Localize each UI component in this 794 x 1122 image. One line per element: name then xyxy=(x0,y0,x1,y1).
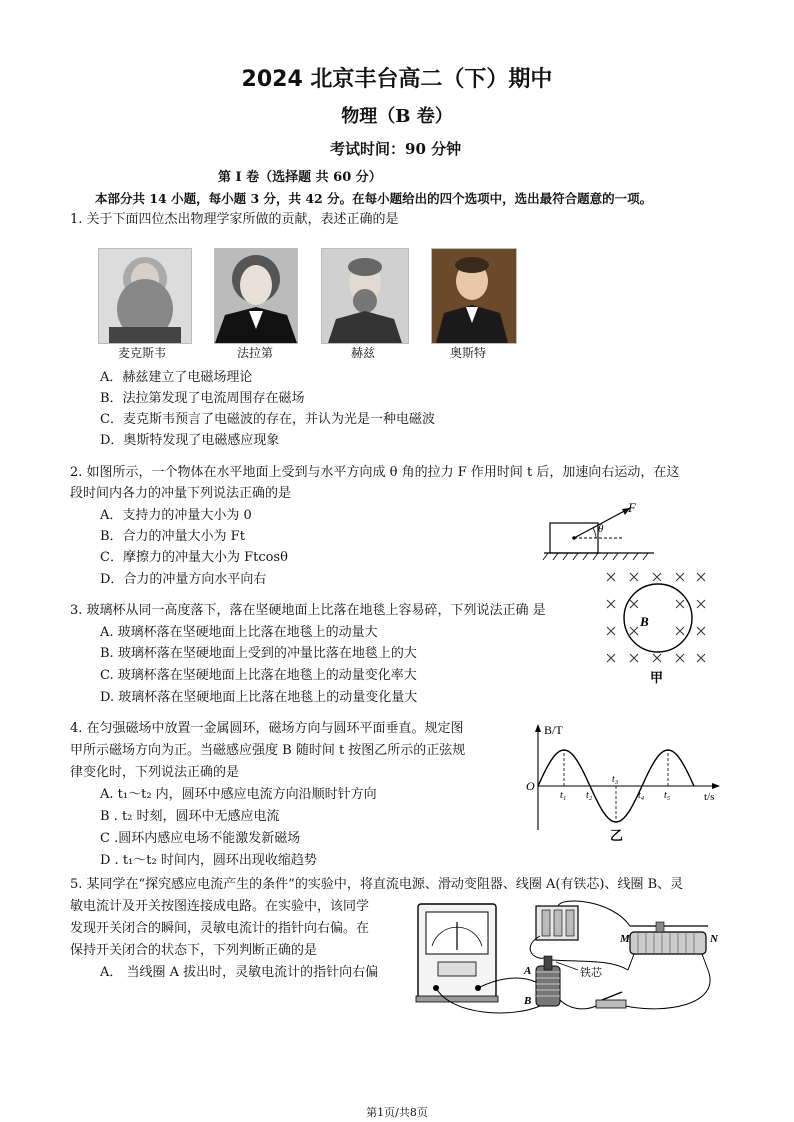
q3-option-d: D. 玻璃杯落在坚硬地面上比落在地毯上的动量变化量大 xyxy=(100,690,418,705)
q5-coil-b-label: B xyxy=(524,995,532,1007)
q4-stem-line1: 4. 在匀强磁场中放置一金属圆环，磁场方向与圆环平面垂直。规定图 xyxy=(70,721,464,736)
q4-stem-line3: 律变化时，下列说法正确的是 xyxy=(70,765,240,780)
q2-stem-line1: 2. 如图所示，一个物体在水平地面上受到与水平方向成 θ 角的拉力 F 作用时间 t 后，加速向右运动，在这 xyxy=(70,465,680,480)
q4-tick-t4: t₄ xyxy=(638,790,645,801)
q4-option-a: A. t₁～t₂ 内，圆环中感应电流方向沿顺时针方向 xyxy=(100,787,377,802)
q3-option-b: B. 玻璃杯落在坚硬地面上受到的冲量比落在地毯上的大 xyxy=(100,646,417,661)
q5-label-n: N xyxy=(710,933,718,945)
q5-label-m: M xyxy=(620,933,630,945)
q5-circuit-diagram xyxy=(412,896,732,1026)
q3-option-c: C. 玻璃杯落在坚硬地面上比落在地毯上的动量变化率大 xyxy=(100,668,417,683)
q2-option-d: D．合力的冲量方向水平向右 xyxy=(100,572,267,587)
q5-stem-line1: 5. 某同学在“探究感应电流产生的条件”的实验中，将直流电源、滑动变阻器、线圈 A(有铁芯)、线圈 B、灵 xyxy=(70,877,684,892)
q1-option-c: C．麦克斯韦预言了电磁波的存在，并认为光是一种电磁波 xyxy=(100,412,435,427)
q4-tick-t1: t₁ xyxy=(560,790,567,801)
q5-option-a: A． 当线圈 A 拔出时，灵敏电流计的指针向右偏 xyxy=(100,965,379,980)
portrait-oersted xyxy=(431,248,517,344)
subject-title: 物理（B 卷） xyxy=(341,106,453,127)
q4-option-b: B . t₂ 时刻，圆环中无感应电流 xyxy=(100,809,280,824)
q5-stem-line4: 保持开关闭合的状态下，下列判断正确的是 xyxy=(70,943,318,958)
exam-title: 2024 北京丰台高二（下）期中 xyxy=(241,67,553,92)
portrait-caption-1: 麦克斯韦 xyxy=(118,346,167,360)
exam-duration: 考试时间：90 分钟 xyxy=(330,140,462,158)
q4-tick-t3: t₃ xyxy=(612,774,619,785)
q5-coil-a-label: A xyxy=(524,965,532,977)
q3-field-label: B xyxy=(640,614,649,629)
portrait-caption-2: 法拉第 xyxy=(237,346,274,360)
portrait-hertz xyxy=(321,248,409,344)
q5-iron-core-label: 铁芯 xyxy=(580,967,602,979)
q4-x-axis-label: t/s xyxy=(704,791,715,803)
q4-y-axis-label: B/T xyxy=(544,723,563,737)
q4-option-d: D . t₁～t₂ 时间内，圆环出现收缩趋势 xyxy=(100,853,317,868)
portrait-maxwell xyxy=(98,248,192,344)
q2-stem-line2: 段时间内各力的冲量下列说法正确的是 xyxy=(70,486,292,501)
q5-stem-line3: 发现开关闭合的瞬间，灵敏电流计的指针向右偏。在 xyxy=(70,921,370,936)
q2-option-b: B．合力的冲量大小为 Ft xyxy=(100,529,245,544)
q2-force-label: F xyxy=(628,500,636,515)
q2-angle-label: θ xyxy=(598,523,604,535)
q4-b-t-graph xyxy=(518,722,724,848)
q4-figure-caption: 乙 xyxy=(610,828,624,843)
q4-stem-line2: 甲所示磁场方向为正。当磁感应强度 B 随时间 t 按图乙所示的正弦规 xyxy=(70,743,466,758)
q3-magnetic-field-diagram xyxy=(602,568,712,686)
q2-force-diagram xyxy=(540,498,660,562)
q4-tick-t5: t₅ xyxy=(664,790,671,801)
q1-option-b: B．法拉第发现了电流周围存在磁场 xyxy=(100,391,305,406)
q2-option-c: C．摩擦力的冲量大小为 Ftcosθ xyxy=(100,550,288,565)
q4-tick-t2: t₂ xyxy=(586,790,593,801)
instruction-text: 本部分共 14 小题，每小题 3 分，共 42 分。在每小题给出的四个选项中，选出最符合题意的一项。 xyxy=(95,191,653,206)
portrait-caption-4: 奥斯特 xyxy=(450,346,487,360)
page-footer: 第1页/共8页 xyxy=(366,1106,428,1119)
q4-origin-label: O xyxy=(526,779,535,793)
q3-figure-caption: 甲 xyxy=(650,670,664,685)
q2-option-a: A．支持力的冲量大小为 0 xyxy=(100,508,252,523)
portrait-caption-3: 赫兹 xyxy=(351,346,376,360)
portrait-faraday xyxy=(214,248,298,344)
part-heading: 第 I 卷（选择题 共 60 分） xyxy=(218,170,382,185)
q4-option-c: C .圆环内感应电场不能激发新磁场 xyxy=(100,831,301,846)
q1-option-d: D．奥斯特发现了电磁感应现象 xyxy=(100,433,280,448)
q5-stem-line2: 敏电流计及开关按图连接成电路。在实验中，该同学 xyxy=(70,899,370,914)
q1-stem: 1. 关于下面四位杰出物理学家所做的贡献，表述正确的是 xyxy=(70,212,399,227)
q1-option-a: A．赫兹建立了电磁场理论 xyxy=(100,370,253,385)
q3-stem: 3. 玻璃杯从同一高度落下，落在坚硬地面上比落在地毯上容易碎，下列说法正确 是 xyxy=(70,603,546,618)
q3-option-a: A. 玻璃杯落在坚硬地面上比落在地毯上的动量大 xyxy=(100,625,378,640)
